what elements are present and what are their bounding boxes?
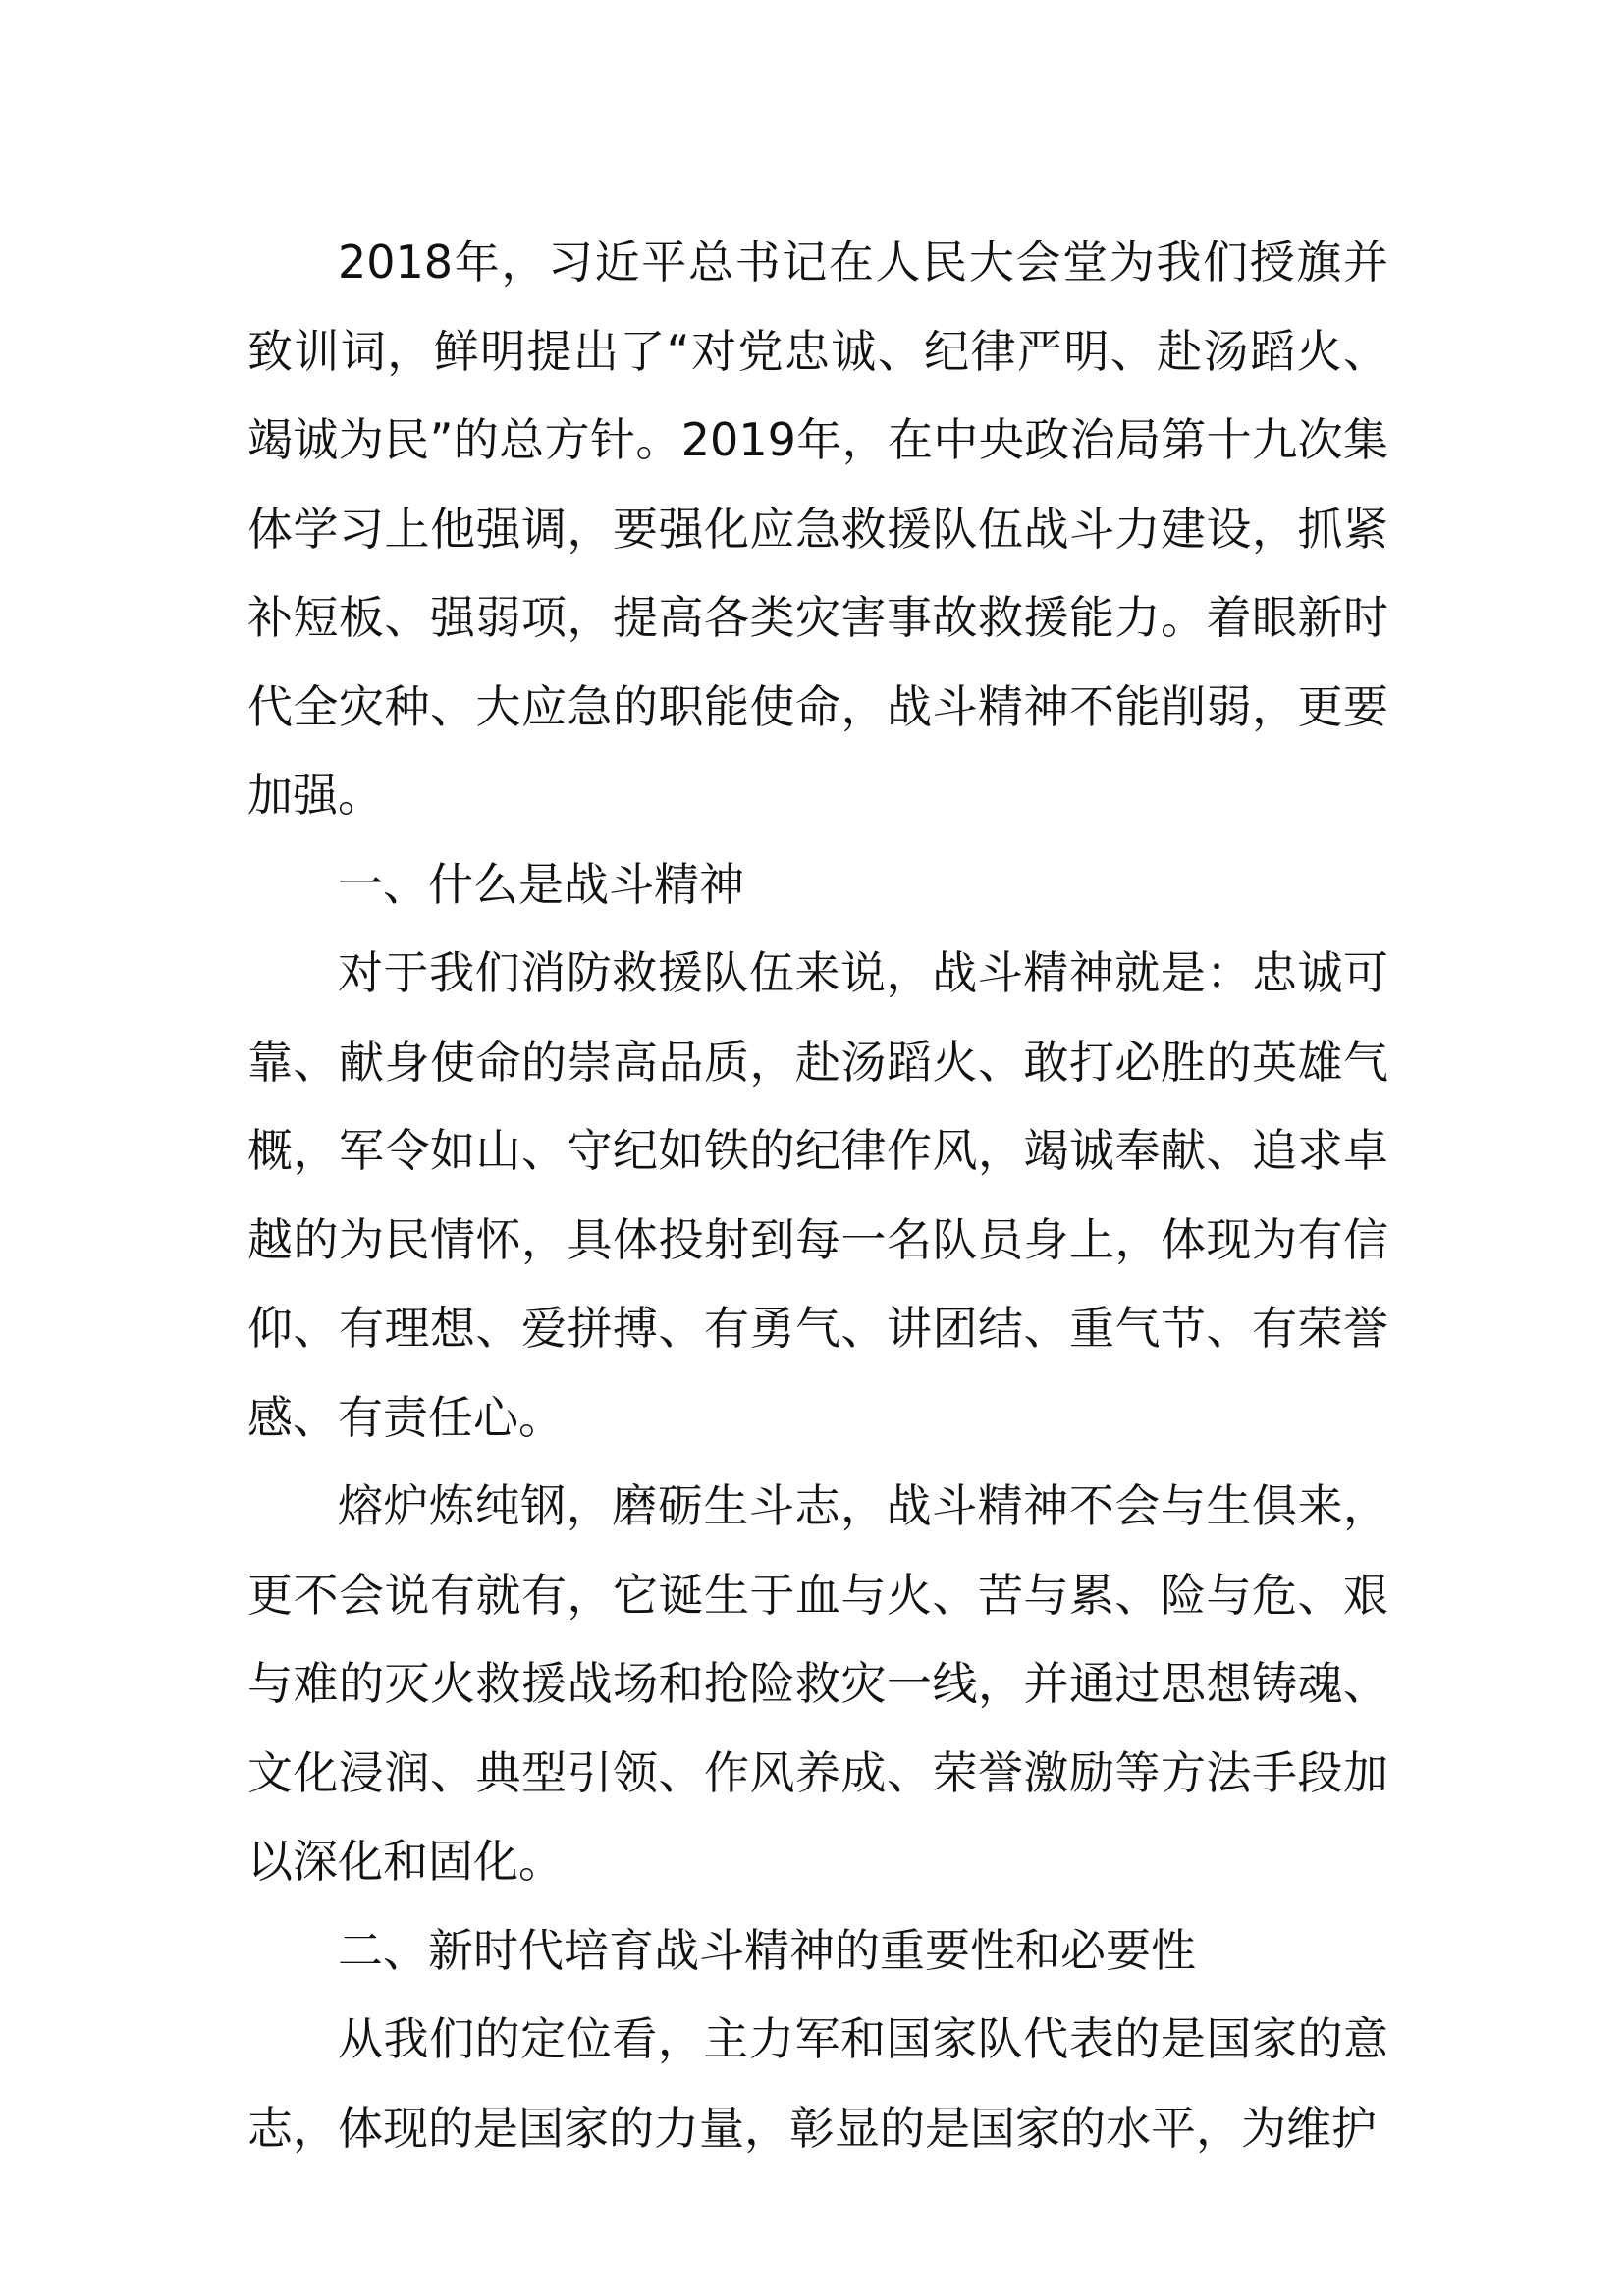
paragraph-forging: 熔炉炼纯钢，磨砺生斗志，战斗精神不会与生俱来，更不会说有就有，它诞生于血与火、苦与累、险与危、艰与难的灭火救援战场和抢险救灾一线，并通过思想铸魂、文化浸润、典型引领、作风养成、荣誉激励等方法手段加以深化和固化。 <box>247 1479 1388 1888</box>
document-body <box>247 218 1388 2172</box>
paragraph-intro: 2018年，习近平总书记在人民大会堂为我们授旗并致训词，鲜明提出了“对党忠诚、纪律严明、赴汤蹈火、竭诚为民”的总方针。2019年，在中央政治局第十九次集体学习上他强调，要强化应急救援队伍战斗力建设，抓紧补短板、强弱项，提高各类灾害事故救援能力。着眼新时代全灾种、大应急的职能使命，战斗精神不能削弱，更要加强。 <box>247 236 1388 822</box>
section-heading-2: 二、新时代培育战斗精神的重要性和必要性 <box>338 1923 1196 1977</box>
section-heading-1: 一、什么是战斗精神 <box>338 857 744 911</box>
paragraph-definition: 对于我们消防救援队伍来说，战斗精神就是：忠诚可靠、献身使命的崇高品质，赴汤蹈火、敢打必胜的英雄气概，军令如山、守纪如铁的纪律作风，竭诚奉献、追求卓越的为民情怀，具体投射到每一名队员身上，体现为有信仰、有理想、爱拼搏、有勇气、讲团结、重气节、有荣誉感、有责任心。 <box>247 946 1388 1444</box>
paragraph-positioning: 从我们的定位看，主力军和国家队代表的是国家的意志，体现的是国家的力量，彰显的是国家的水平，为维护 <box>247 2012 1388 2155</box>
